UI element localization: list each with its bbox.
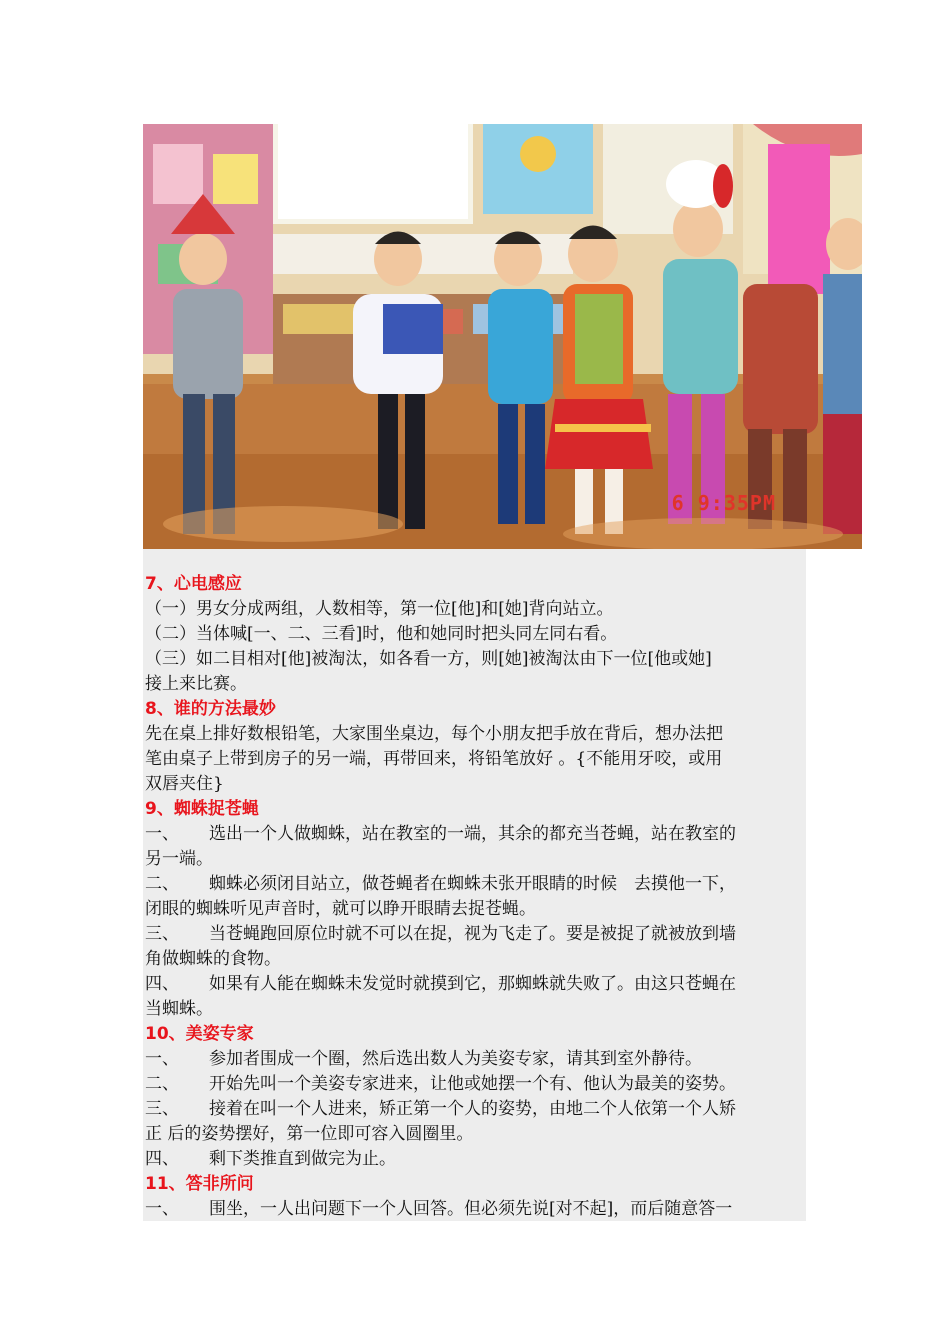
list-item (145, 1097, 800, 1122)
list-item-continuation: 闭眼的蜘蛛听见声音时，就可以睁开眼睛去捉苍蝇。 (145, 899, 536, 919)
list-item-continuation: 角做蜘蛛的食物。 (145, 949, 281, 969)
list-item-number: 二、 (145, 1074, 179, 1094)
list-item-number: 二、 (145, 874, 179, 894)
paragraph-line: 接上来比赛。 (145, 674, 247, 694)
children-game-photo (143, 124, 862, 549)
section-heading: 8、谁的方法最妙 (145, 699, 276, 719)
list-item (145, 1072, 800, 1097)
photo-timestamp: 6 9:35PM (671, 491, 776, 515)
section-heading: 7、心电感应 (145, 574, 242, 594)
list-item-text: 接着在叫一个人进来，矫正第一个人的姿势，由地二个人依第一个人矫 (209, 1099, 736, 1119)
list-item (145, 1147, 800, 1172)
list-item-number: 一、 (145, 1199, 179, 1219)
list-item (145, 922, 800, 947)
list-item-text: 开始先叫一个美姿专家进来，让他或她摆一个有、他认为最美的姿势。 (209, 1074, 736, 1094)
classroom-photo (143, 124, 862, 549)
section-heading: 9、蜘蛛捉苍蝇 (145, 799, 259, 819)
document-body (145, 572, 800, 1222)
list-item-continuation: 另一端。 (145, 849, 213, 869)
list-item-number: 三、 (145, 924, 179, 944)
list-item-number: 四、 (145, 1149, 179, 1169)
paragraph-line: （二）当体喊[一、二、三看]时，他和她同时把头同左同右看。 (145, 624, 618, 644)
list-item-number: 四、 (145, 974, 179, 994)
list-item (145, 822, 800, 847)
section-heading: 11、答非所问 (145, 1174, 254, 1194)
paragraph-line: 先在桌上排好数根铅笔，大家围坐桌边，每个小朋友把手放在背后，想办法把 (145, 724, 723, 744)
list-item-text: 参加者围成一个圈，然后选出数人为美姿专家，请其到室外静待。 (209, 1049, 702, 1069)
paragraph-line: 双唇夹住} (145, 774, 224, 794)
list-item-text: 如果有人能在蜘蛛未发觉时就摸到它，那蜘蛛就失败了。由这只苍蝇在 (209, 974, 736, 994)
list-item (145, 972, 800, 997)
list-item-text: 围坐，一人出问题下一个人回答。但必须先说[对不起]，而后随意答一 (209, 1199, 733, 1219)
paragraph-line: 笔由桌子上带到房子的另一端，再带回来，将铅笔放好 。{不能用牙咬，或用 (145, 749, 723, 769)
list-item-text: 当苍蝇跑回原位时就不可以在捉，视为飞走了。要是被捉了就被放到墙 (209, 924, 736, 944)
list-item-number: 一、 (145, 1049, 179, 1069)
list-item-text: 选出一个人做蜘蛛，站在教室的一端，其余的都充当苍蝇，站在教室的 (209, 824, 736, 844)
list-item-text: 剩下类推直到做完为止。 (209, 1149, 396, 1169)
paragraph-line: （三）如二目相对[他]被淘汰，如各看一方，则[她]被淘汰由下一位[他或她] (145, 649, 712, 669)
list-item (145, 1197, 800, 1222)
list-item-number: 三、 (145, 1099, 179, 1119)
section-heading: 10、美姿专家 (145, 1024, 254, 1044)
list-item-continuation: 当蜘蛛。 (145, 999, 213, 1019)
list-item-continuation: 正 后的姿势摆好，第一位即可容入圆圈里。 (145, 1124, 474, 1144)
list-item (145, 872, 800, 897)
list-item (145, 1047, 800, 1072)
paragraph-line: （一）男女分成两组，人数相等，第一位[他]和[她]背向站立。 (145, 599, 614, 619)
list-item-text: 蜘蛛必须闭目站立，做苍蝇者在蜘蛛未张开眼睛的时候 去摸他一下， (209, 874, 736, 894)
list-item-number: 一、 (145, 824, 179, 844)
